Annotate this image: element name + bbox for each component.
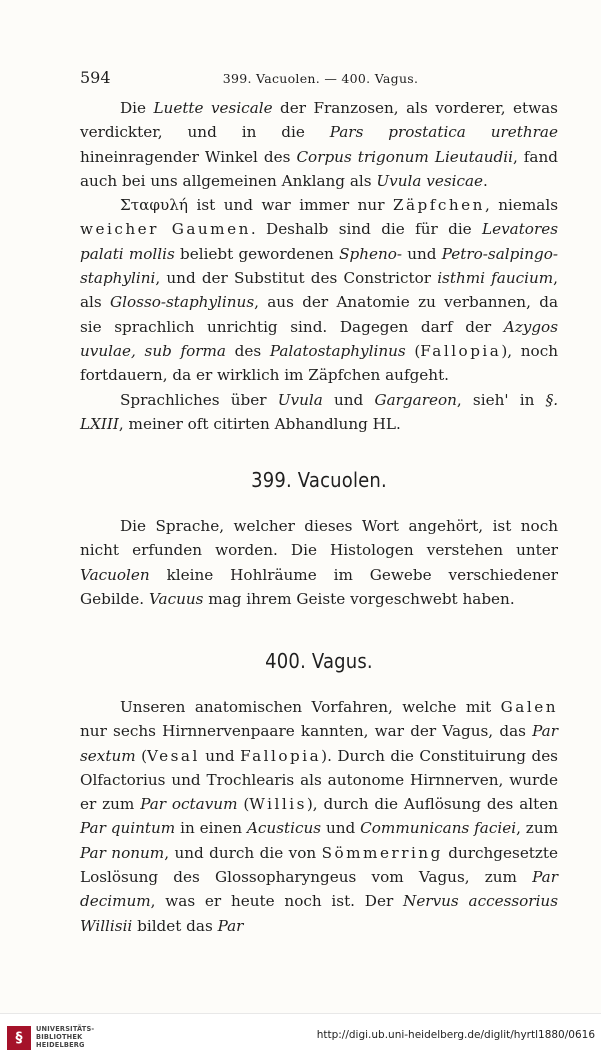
text: Sprachliches über (120, 390, 278, 409)
text: , zum (516, 819, 558, 838)
text: , und durch die von (164, 843, 322, 862)
text: des (225, 341, 270, 360)
text: Die (120, 99, 154, 117)
italic-term: Vacuus (148, 589, 204, 608)
text: , als (80, 269, 558, 312)
text: beliebt gewordenen (174, 244, 340, 263)
italic-term: Vacuolen (80, 565, 150, 584)
spaced-word: Galen (500, 698, 558, 716)
spaced-word: Vesal (147, 746, 200, 765)
italic-term: Par decimum (80, 868, 558, 911)
text: und (322, 390, 375, 409)
text: ). Durch die Constituirung des Olfactorius und Trochlearis als autonome Hirnnerven, wurde er zum (80, 746, 558, 814)
running-title: 399. Vacuolen. — 400. Vagus. (222, 71, 419, 86)
library-name-line: BIBLIOTHEK (36, 1033, 83, 1041)
text: , niemals (484, 196, 558, 215)
text: mag ihrem Geiste vorgeschwebt haben. (203, 589, 515, 608)
text: Unseren anatomischen Vorfahren, welche mit (120, 698, 501, 716)
italic-term: Par octavum (140, 795, 238, 814)
text: , aus der Anatomie zu verbannen, da sie sprachlich unrichtig sind. Dagegen darf der (80, 293, 558, 336)
italic-term: Acusticus (246, 819, 322, 838)
text: Die Sprache, welcher dieses Wort angehört, ist noch nicht erfunden worden. Die Histologen verstehen unter (80, 517, 558, 560)
text: , fand auch bei uns allgemeinen Anklang als (80, 147, 558, 190)
library-name-line: UNIVERSITÄTS- (36, 1025, 95, 1033)
text: ist und war immer nur (188, 196, 393, 215)
italic-term: Luette vesicale (153, 99, 273, 117)
text: und (199, 746, 241, 765)
italic-term: Gargareon (374, 390, 457, 409)
text: und (402, 244, 442, 263)
text: , und der Substitut des Constrictor (155, 269, 438, 288)
italic-term: Petro-salpingo-staphylini (80, 244, 558, 288)
italic-term: Par quintum (80, 819, 176, 838)
italic-term: Spheno- (339, 244, 403, 263)
spaced-word: Fallopia (420, 341, 502, 360)
text: der Franzosen, als vorderer, etwas verdickter, und in die (80, 99, 558, 142)
italic-term: §. LXIII (80, 390, 559, 433)
text: . Deshalb sind die für die (250, 220, 482, 239)
paragraph (80, 695, 558, 938)
greek-word: Σταφυλή (120, 196, 188, 215)
italic-term: Par (217, 916, 244, 935)
source-url-link[interactable]: http://digi.ub.uni-heidelberg.de/diglit/hyrtl1880/0616 (316, 1029, 595, 1041)
section-heading-399: 399. Vacuolen. (251, 468, 387, 492)
text: ( (237, 795, 250, 814)
italic-term: Communicans faciei (360, 819, 517, 838)
paragraph (80, 388, 558, 437)
spaced-word: Willis (249, 795, 307, 814)
italic-term: Uvula vesicae (376, 171, 484, 190)
italic-term: Pars prostatica urethrae (329, 123, 558, 142)
text: in einen (175, 819, 247, 838)
italic-term: Azygos uvulae, sub forma (80, 317, 558, 360)
italic-term: Par nonum (80, 843, 165, 862)
text: nur sechs Hirnnervenpaare kannten, war der Vagus, das (80, 722, 533, 741)
text: und (321, 819, 361, 838)
italic-term: Par sextum (80, 722, 558, 765)
text: hineinragender Winkel des (80, 147, 297, 166)
text: , meiner oft citirten Abhandlung HL. (118, 414, 401, 433)
section-398-text (80, 96, 558, 436)
text: bildet das (132, 916, 218, 935)
italic-term: Levatores palati mollis (80, 220, 558, 263)
text: ( (135, 746, 148, 765)
text: , was er heute noch ist. Der (150, 892, 404, 911)
spaced-word: weicher Gaumen (80, 220, 251, 239)
paragraph (80, 193, 558, 387)
spaced-word: Zäpfchen (392, 196, 485, 215)
text: durchgesetzte Loslösung des Glossopharyngeus vom Vagus, zum (80, 843, 558, 887)
running-header (80, 68, 561, 90)
paragraph (80, 96, 558, 193)
text: kleine Hohlräume im Gewebe verschiedener Gebilde. (80, 565, 558, 608)
text: . (483, 171, 488, 190)
section-heading-400: 400. Vagus. (265, 649, 373, 673)
italic-term: isthmi faucium (437, 269, 554, 288)
text: ), durch die Auflösung des alten (306, 795, 559, 814)
text: ( (405, 341, 421, 360)
library-logo-icon: § (7, 1026, 31, 1050)
italic-term: Corpus trigonum Lieutaudii (296, 147, 513, 166)
italic-term: Nervus accessorius Willisii (80, 892, 558, 935)
italic-term: Uvula (277, 390, 323, 409)
spaced-word: Fallopia (240, 746, 322, 765)
page-number: 594 (80, 68, 111, 87)
italic-term: Glosso-staphylinus (110, 293, 255, 312)
spaced-word: Sömmerring (321, 843, 443, 862)
paragraph (80, 514, 558, 611)
library-name (36, 1025, 94, 1049)
library-name-line: HEIDELBERG (36, 1041, 85, 1049)
italic-term: Palatostaphylinus (269, 341, 406, 360)
text: , sieh' in (456, 390, 546, 409)
digitization-footer (0, 1013, 601, 1060)
section-399-text (80, 514, 558, 611)
text: ), noch fortdauern, da er wirklich im Zäpfchen aufgeht. (80, 341, 558, 385)
section-400-text (80, 695, 558, 938)
